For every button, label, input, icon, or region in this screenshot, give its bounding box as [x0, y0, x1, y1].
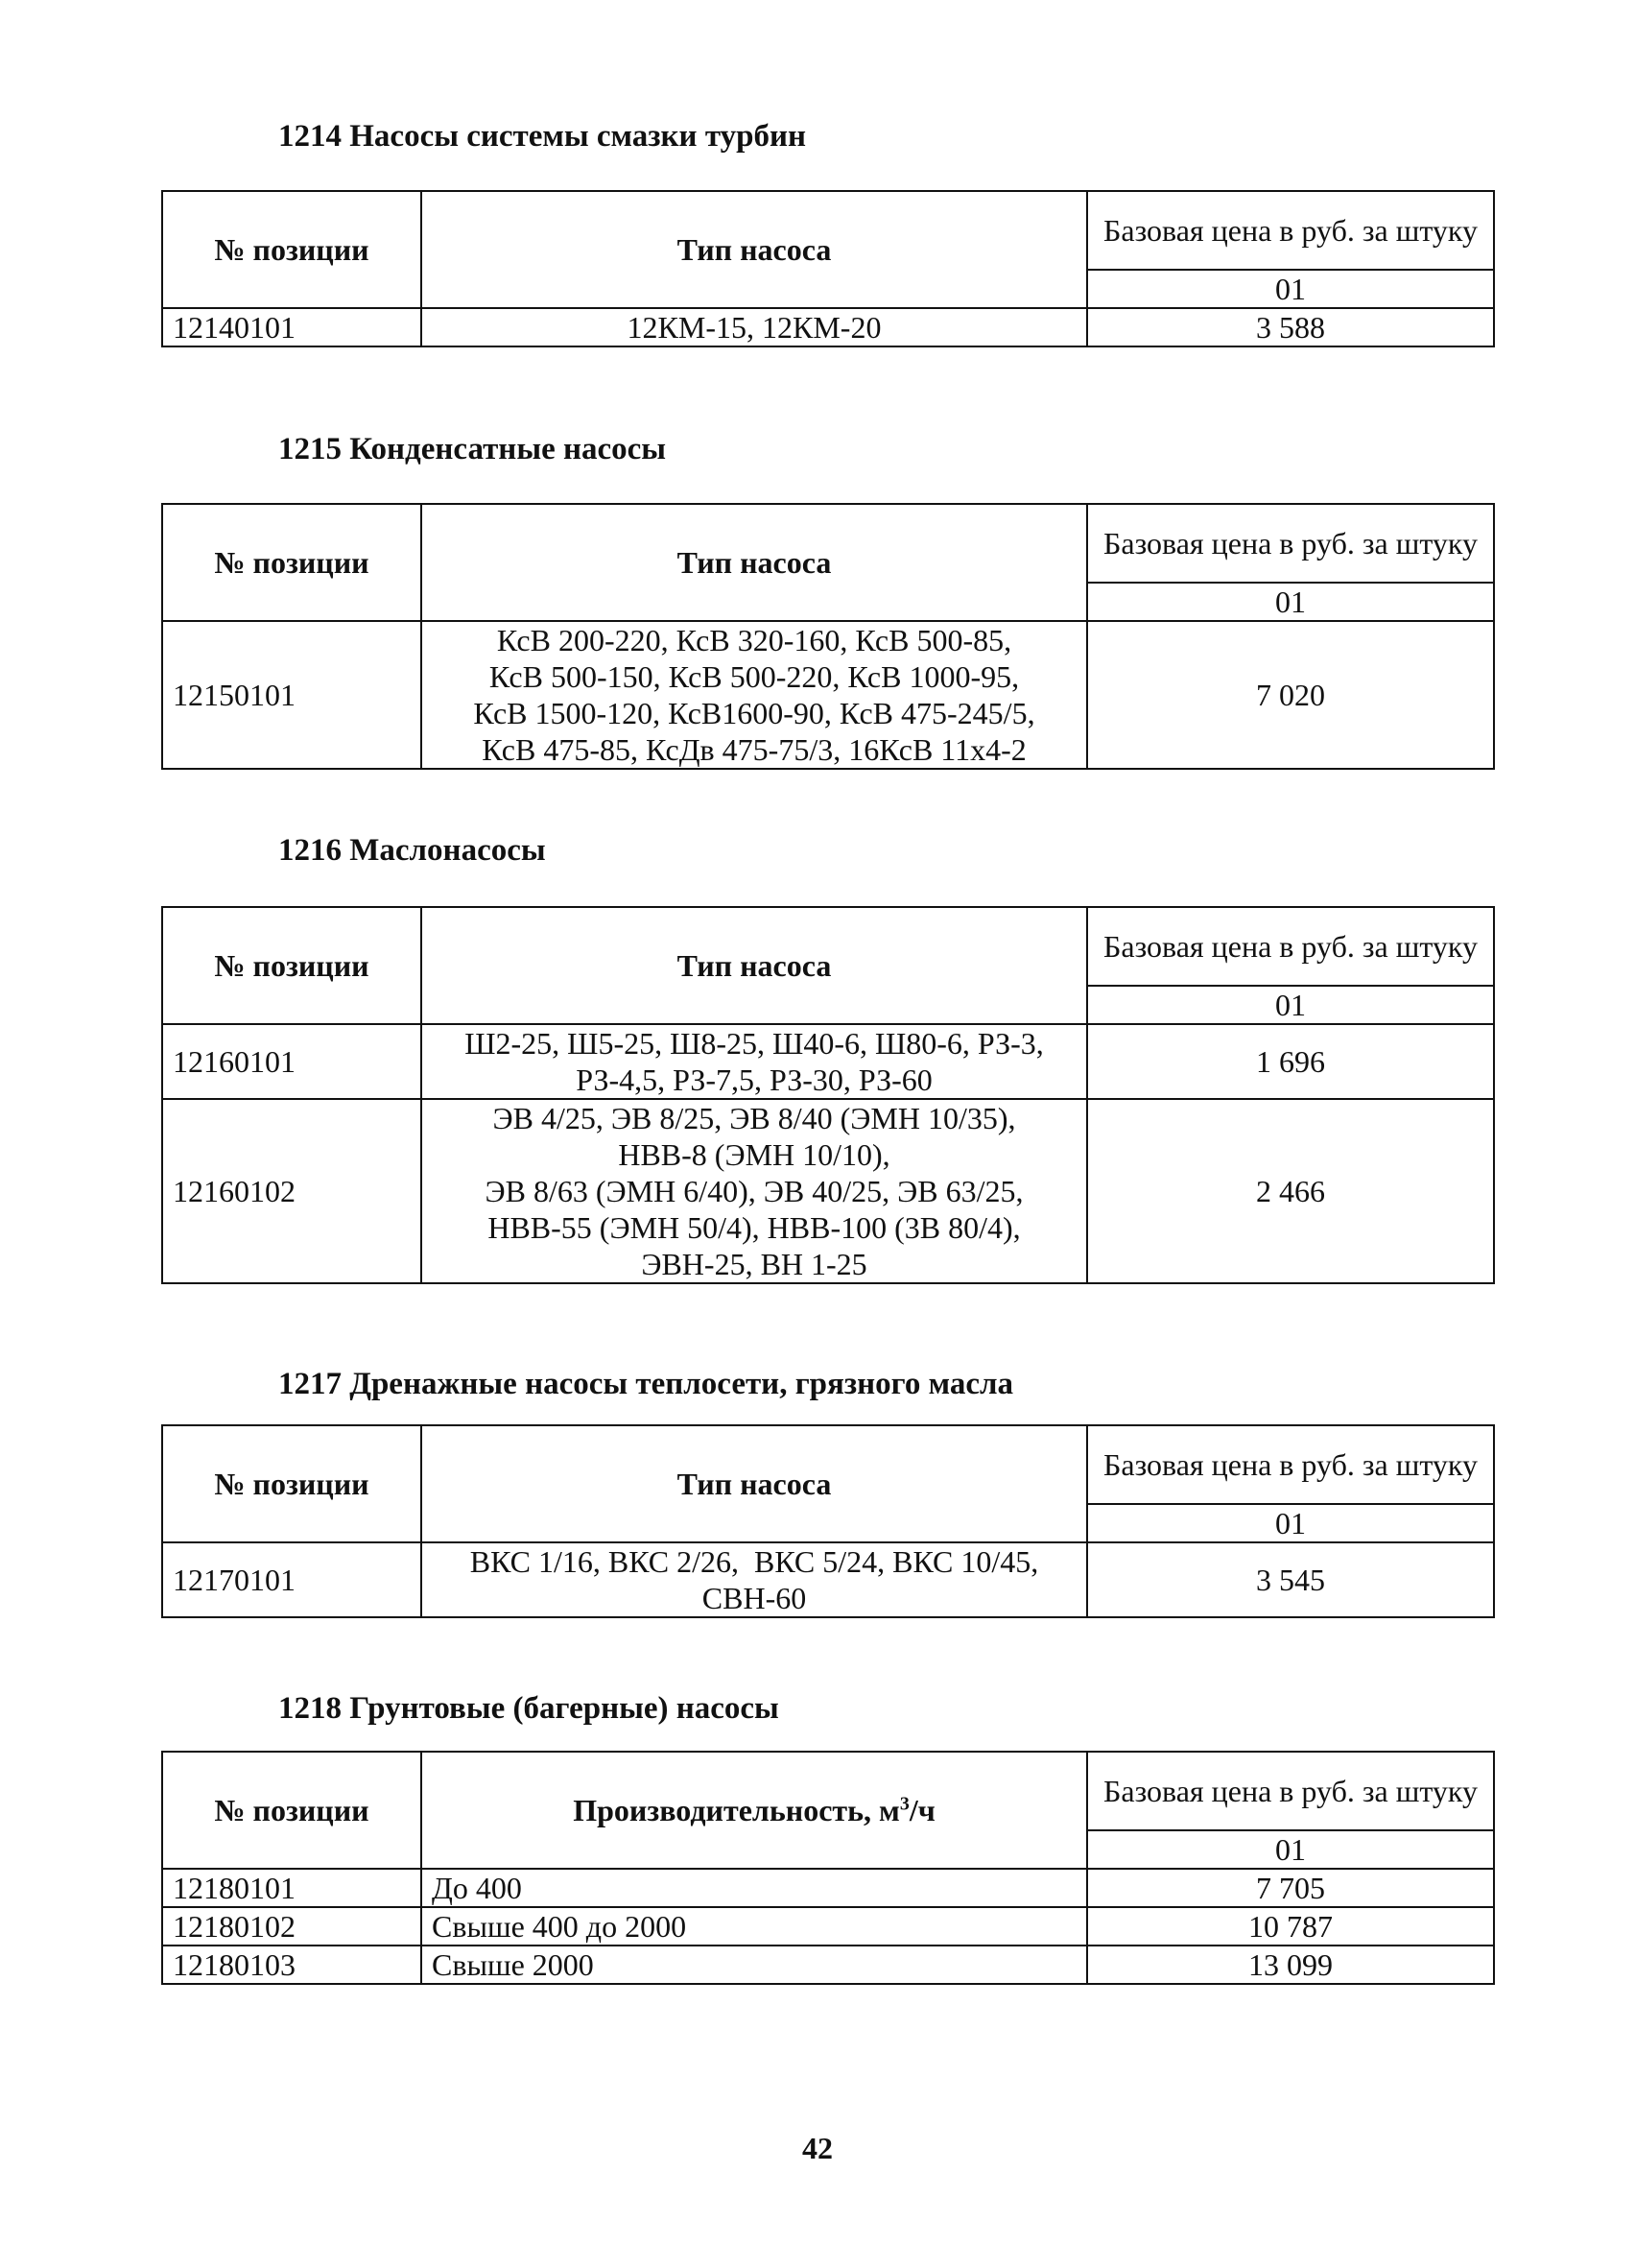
header-price: Базовая цена в руб. за штуку [1087, 1425, 1494, 1504]
header-capacity-suffix: /ч [909, 1793, 936, 1827]
capacity-cell: Свыше 2000 [421, 1946, 1087, 1984]
type-cell [421, 308, 1087, 346]
header-code: 01 [1087, 986, 1494, 1024]
price-cell: 2 466 [1087, 1099, 1494, 1283]
type-line: КсВ 475-85, КсДв 475-75/3, 16КсВ 11х4-2 [482, 732, 1027, 767]
table-row [162, 1907, 1494, 1946]
type-line: 12КМ-15, 12КМ-20 [627, 310, 882, 345]
type-line: РЗ-4,5, РЗ-7,5, РЗ-30, РЗ-60 [576, 1062, 933, 1097]
section-title: 1215 Конденсатные насосы [278, 432, 667, 466]
position-cell: 12180103 [162, 1946, 421, 1984]
type-line: НВВ-55 (ЭМН 50/4), НВВ-100 (3В 80/4), [487, 1210, 1021, 1245]
table-row [162, 1099, 1494, 1283]
type-line: ВКС 1/16, ВКС 2/26, ВКС 5/24, ВКС 10/45, [469, 1544, 1039, 1579]
price-cell: 3 545 [1087, 1542, 1494, 1617]
header-type: Тип насоса [421, 1425, 1087, 1542]
header-capacity [421, 1752, 1087, 1869]
type-line: НВВ-8 (ЭМН 10/10), [618, 1137, 890, 1172]
table-row [162, 1542, 1494, 1617]
price-cell: 10 787 [1087, 1907, 1494, 1946]
position-cell: 12160102 [162, 1099, 421, 1283]
price-table [161, 1751, 1495, 1985]
header-type: Тип насоса [421, 907, 1087, 1024]
price-cell: 7 020 [1087, 621, 1494, 769]
capacity-cell: До 400 [421, 1869, 1087, 1907]
type-cell [421, 1542, 1087, 1617]
section-title: 1214 Насосы системы смазки турбин [278, 119, 806, 154]
price-cell: 3 588 [1087, 308, 1494, 346]
type-line: КсВ 200-220, КсВ 320-160, КсВ 500-85, [496, 623, 1012, 657]
section-title: 1217 Дренажные насосы теплосети, грязного масла [278, 1367, 1013, 1401]
header-code: 01 [1087, 583, 1494, 621]
table-row [162, 308, 1494, 346]
header-position: № позиции [162, 191, 421, 308]
type-line: ЭВ 4/25, ЭВ 8/25, ЭВ 8/40 (ЭМН 10/35), [492, 1101, 1016, 1135]
position-cell: 12140101 [162, 308, 421, 346]
position-cell: 12150101 [162, 621, 421, 769]
header-position: № позиции [162, 907, 421, 1024]
header-type: Тип насоса [421, 191, 1087, 308]
table-row [162, 1946, 1494, 1984]
header-code: 01 [1087, 1504, 1494, 1542]
header-price: Базовая цена в руб. за штуку [1087, 907, 1494, 986]
price-cell: 13 099 [1087, 1946, 1494, 1984]
section-title: 1216 Маслонасосы [278, 833, 546, 868]
header-code: 01 [1087, 270, 1494, 308]
table-row [162, 1024, 1494, 1099]
table-row [162, 621, 1494, 769]
type-line: СВН-60 [701, 1581, 807, 1615]
type-cell [421, 621, 1087, 769]
table-row [162, 1869, 1494, 1907]
type-line: ЭВН-25, ВН 1-25 [641, 1247, 867, 1281]
type-cell [421, 1099, 1087, 1283]
header-price: Базовая цена в руб. за штуку [1087, 191, 1494, 270]
price-table [161, 190, 1495, 347]
capacity-cell: Свыше 400 до 2000 [421, 1907, 1087, 1946]
price-cell: 1 696 [1087, 1024, 1494, 1099]
position-cell: 12180102 [162, 1907, 421, 1946]
header-capacity-text: Производительность, м [573, 1793, 900, 1827]
section-title: 1218 Грунтовые (багерные) насосы [278, 1691, 779, 1726]
position-cell: 12160101 [162, 1024, 421, 1099]
price-table [161, 906, 1495, 1284]
type-line: Ш2-25, Ш5-25, Ш8-25, Ш40-6, Ш80-6, РЗ-3, [464, 1026, 1044, 1061]
page-number: 42 [802, 2131, 833, 2165]
type-line: ЭВ 8/63 (ЭМН 6/40), ЭВ 40/25, ЭВ 63/25, [485, 1174, 1024, 1208]
header-position: № позиции [162, 504, 421, 621]
header-position: № позиции [162, 1752, 421, 1869]
price-table [161, 503, 1495, 770]
type-line: КсВ 500-150, КсВ 500-220, КсВ 1000-95, [488, 659, 1020, 694]
type-cell [421, 1024, 1087, 1099]
price-table [161, 1424, 1495, 1618]
price-cell: 7 705 [1087, 1869, 1494, 1907]
position-cell: 12170101 [162, 1542, 421, 1617]
header-type: Тип насоса [421, 504, 1087, 621]
type-line: КсВ 1500-120, КсВ1600-90, КсВ 475-245/5, [473, 696, 1035, 730]
header-position: № позиции [162, 1425, 421, 1542]
header-price: Базовая цена в руб. за штуку [1087, 1752, 1494, 1830]
header-code: 01 [1087, 1830, 1494, 1869]
header-price: Базовая цена в руб. за штуку [1087, 504, 1494, 583]
header-capacity-sup: 3 [899, 1793, 910, 1815]
position-cell: 12180101 [162, 1869, 421, 1907]
